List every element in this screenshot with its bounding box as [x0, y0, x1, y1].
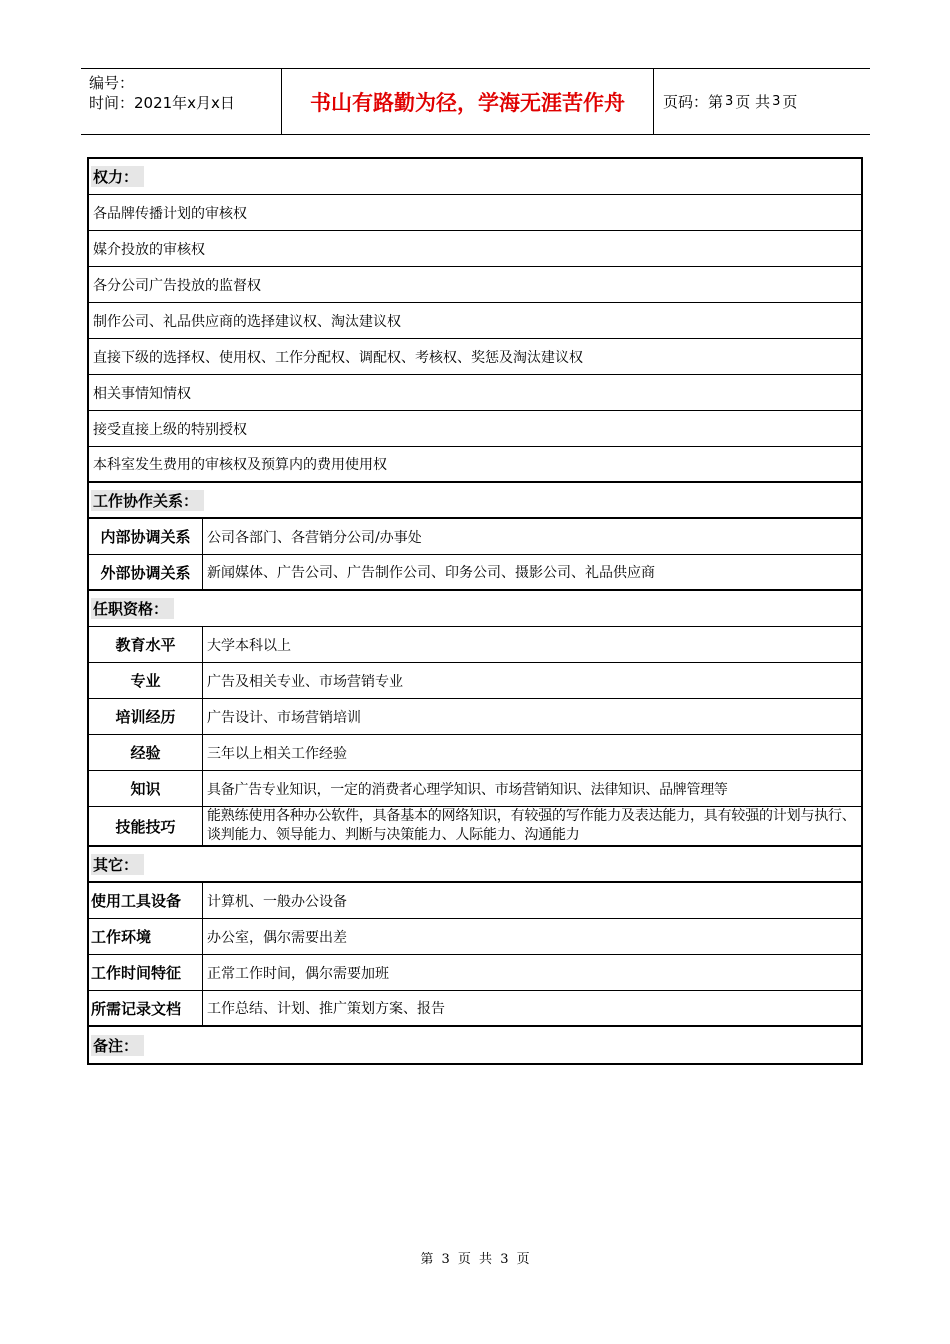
row-label: 使用工具设备 — [89, 883, 203, 918]
row-label: 技能技巧 — [89, 807, 203, 845]
section-qualifications-header — [89, 591, 861, 627]
section-title: 备注： — [91, 1035, 144, 1056]
header-motto: 书山有路勤为径，学海无涯苦作舟 — [282, 69, 654, 134]
power-item: 相关事情知情权 — [93, 385, 191, 402]
table-row — [89, 807, 861, 847]
row-value: 能熟练使用各种办公软件，具备基本的网络知识，有较强的写作能力及表达能力，具有较强的计划与执行、谈判能力、领导能力、判断与决策能力、人际能力、沟通能力 — [207, 808, 856, 843]
table-row — [89, 519, 861, 555]
section-title: 其它： — [91, 854, 144, 875]
row-label: 外部协调关系 — [89, 555, 203, 589]
list-item — [89, 375, 861, 411]
row-label: 知识 — [89, 771, 203, 806]
list-item — [89, 303, 861, 339]
row-label: 工作环境 — [89, 919, 203, 954]
page-footer: 第 3 页 共 3 页 — [420, 1252, 530, 1267]
job-description-table — [87, 157, 863, 1065]
row-value: 计算机、一般办公设备 — [207, 893, 347, 910]
table-row — [89, 991, 861, 1027]
list-item — [89, 411, 861, 447]
row-value: 广告及相关专业、市场营销专业 — [207, 673, 403, 690]
row-value: 广告设计、市场营销培训 — [207, 709, 361, 726]
document-number-label: 编号： — [89, 74, 135, 92]
row-label: 内部协调关系 — [89, 519, 203, 554]
header-meta — [81, 69, 282, 134]
list-item — [89, 195, 861, 231]
section-powers-header — [89, 159, 861, 195]
section-title: 任职资格： — [91, 598, 174, 619]
section-title: 权力： — [91, 166, 144, 187]
row-label: 培训经历 — [89, 699, 203, 734]
row-label: 工作时间特征 — [89, 955, 203, 990]
page-prefix: 页码：第 — [663, 93, 724, 111]
row-label: 所需记录文档 — [89, 991, 203, 1025]
page-mid: 页 共 — [735, 93, 771, 111]
row-value: 具备广告专业知识，一定的消费者心理学知识、市场营销知识、法律知识、品牌管理等 — [207, 781, 728, 798]
power-item: 接受直接上级的特别授权 — [93, 421, 247, 438]
page-suffix: 页 — [782, 93, 798, 111]
page-total: 3 — [772, 94, 781, 109]
table-row — [89, 699, 861, 735]
header-page-number — [654, 69, 870, 134]
table-row — [89, 771, 861, 807]
row-value: 公司各部门、各营销分公司/办事处 — [207, 529, 422, 546]
table-row — [89, 955, 861, 991]
table-row — [89, 919, 861, 955]
row-value: 大学本科以上 — [207, 637, 291, 654]
list-item — [89, 447, 861, 483]
table-row — [89, 627, 861, 663]
section-title: 工作协作关系： — [91, 490, 204, 511]
power-item: 各品牌传播计划的审核权 — [93, 205, 247, 222]
section-others-header — [89, 847, 861, 883]
power-item: 各分公司广告投放的监督权 — [93, 277, 261, 294]
list-item — [89, 231, 861, 267]
row-label: 教育水平 — [89, 627, 203, 662]
table-row — [89, 555, 861, 591]
document-date: 时间：2021年x月x日 — [89, 94, 235, 112]
section-remarks-header — [89, 1027, 861, 1063]
page-current: 3 — [725, 94, 734, 109]
row-value: 办公室，偶尔需要出差 — [207, 929, 347, 946]
power-item: 本科室发生费用的审核权及预算内的费用使用权 — [93, 457, 387, 473]
row-label: 经验 — [89, 735, 203, 770]
power-item: 制作公司、礼品供应商的选择建议权、淘汰建议权 — [93, 313, 401, 330]
table-row — [89, 663, 861, 699]
list-item — [89, 267, 861, 303]
page-header — [81, 68, 870, 135]
table-row — [89, 883, 861, 919]
section-collaboration-header — [89, 483, 861, 519]
row-value: 新闻媒体、广告公司、广告制作公司、印务公司、摄影公司、礼品供应商 — [207, 565, 655, 581]
row-value: 三年以上相关工作经验 — [207, 745, 347, 762]
power-item: 媒介投放的审核权 — [93, 241, 205, 258]
row-label: 专业 — [89, 663, 203, 698]
table-row — [89, 735, 861, 771]
row-value: 正常工作时间，偶尔需要加班 — [207, 965, 389, 982]
list-item — [89, 339, 861, 375]
row-value: 工作总结、计划、推广策划方案、报告 — [207, 1001, 445, 1017]
power-item: 直接下级的选择权、使用权、工作分配权、调配权、考核权、奖惩及淘汰建议权 — [93, 349, 583, 366]
